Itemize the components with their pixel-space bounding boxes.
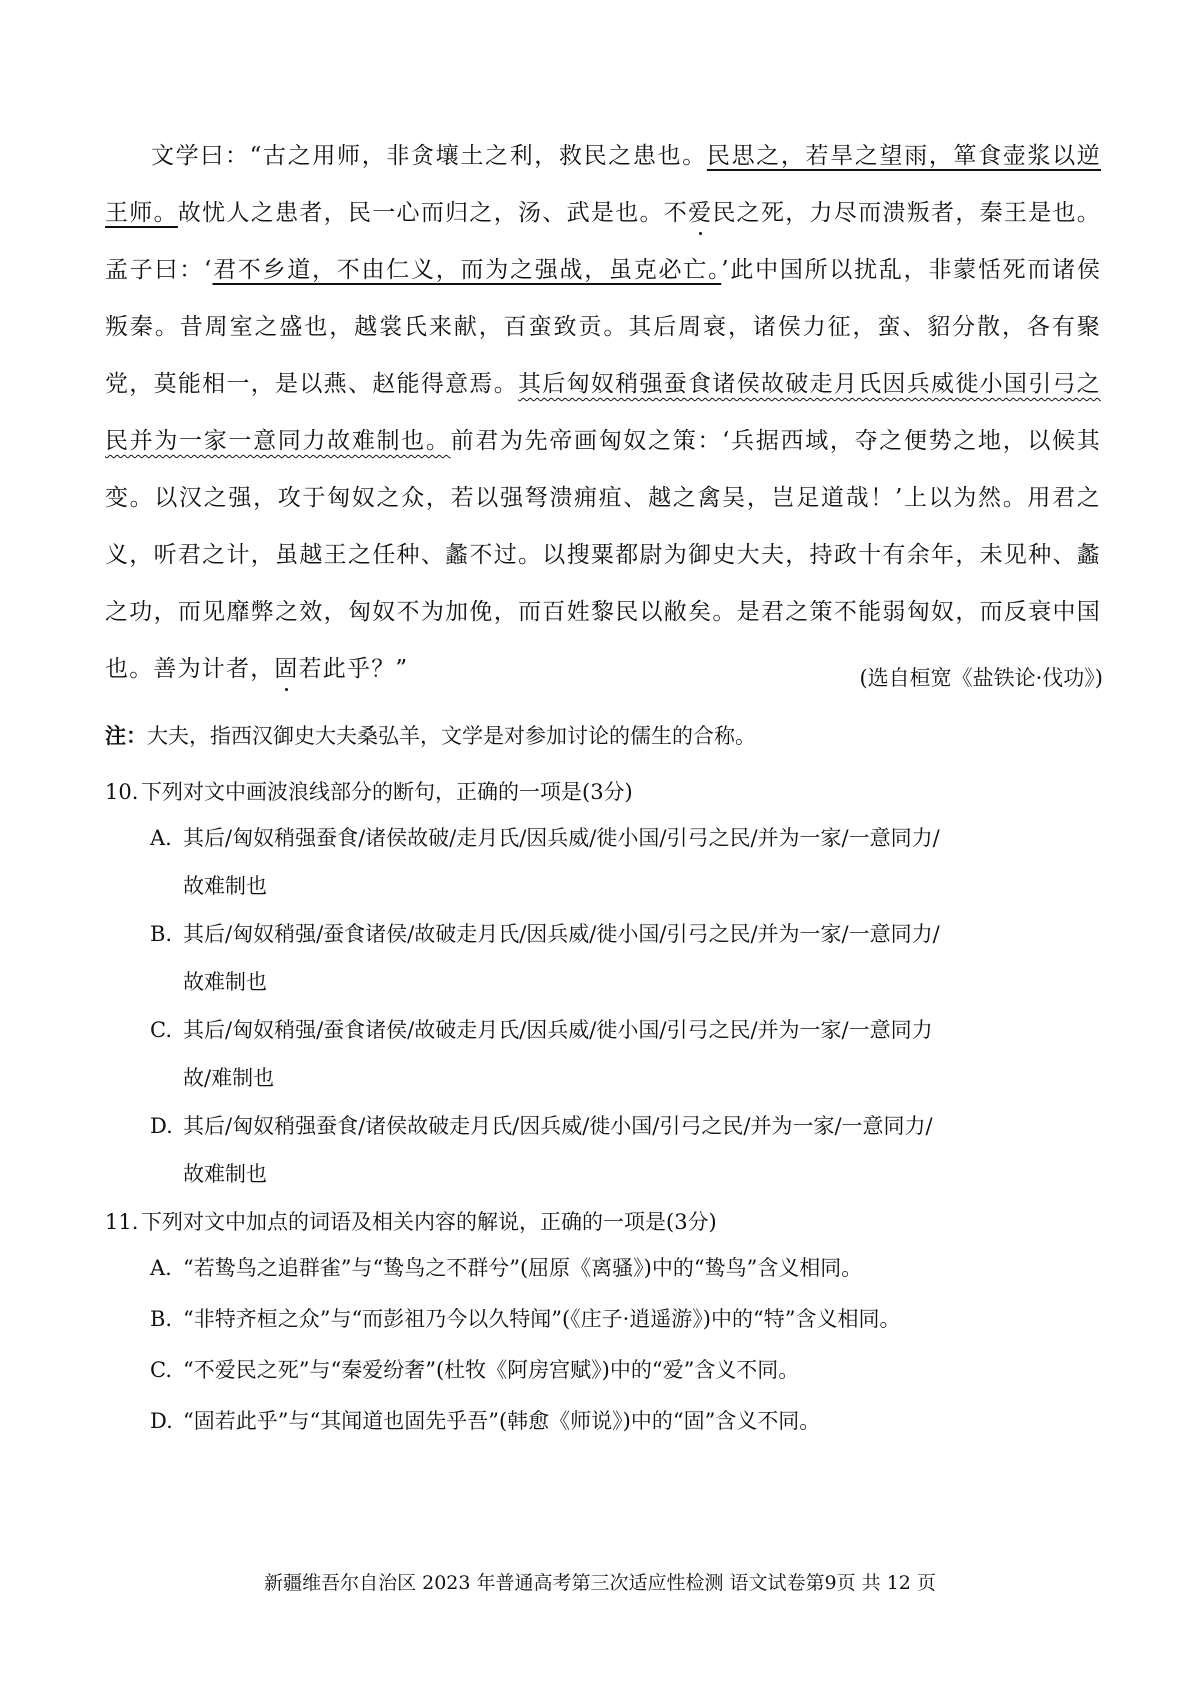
note-text: 大夫，指西汉御史大夫桑弘羊，文学是对参加讨论的儒生的合称。	[147, 724, 756, 748]
page-footer: 新疆维吾尔自治区 2023 年普通高考第三次适应性检测 语文试卷第9页 共 12 页	[264, 1572, 936, 1594]
passage-text: 文学曰：“古之用师，非贪壤土之利，救民之患也。	[151, 143, 707, 169]
passage-text: 前君为先帝画匈奴之策：‘兵据西域，夺之便势之地，以候其变。以汉之强，攻于匈奴之众，若以强弩溃痈疽、越之禽吴，岂足道哉！’上以为然。用君之义，听君之计，虽越王之任种、蠡不过。以搜粟都尉为御史大夫，持政十有余年，未见种、蠡之功，而见靡弊之效，匈奴不为加俛，而百姓黎民以敝矣。是君之策不能弱匈奴，而反衰中国也。善为计者，	[105, 428, 1101, 682]
option-text: 其后/匈奴稍强蚕食/诸侯故破走月氏/因兵威/徙小国/引弓之民/并为一家/一意同力/	[183, 1114, 933, 1138]
option-text-continued: 故/难制也	[183, 1066, 275, 1090]
passage-text: 若此乎？”	[298, 656, 409, 682]
underlined-sentence-2: 君不乡道，不由仁义，而为之强战，虽克必亡。	[212, 257, 722, 283]
option-letter: A.	[150, 1256, 172, 1280]
option-letter: B.	[150, 922, 173, 946]
passage-text: 民之死，力尽而溃叛者，秦王是也。孟子曰：‘	[105, 200, 1101, 283]
question-11-option-c[interactable]	[150, 1346, 1110, 1394]
option-text-continued: 故难制也	[183, 1162, 267, 1186]
underlined-sentence-1: 民思之，若旱之望雨，箪食壶浆以逆王师。	[105, 143, 1102, 226]
classical-passage	[105, 128, 1101, 698]
option-text: 其后/匈奴稍强/蚕食诸侯/故破走月氏/因兵威/徙小国/引弓之民/并为一家/一意同力	[183, 1018, 933, 1042]
passage-source: (选自桓宽《盐铁论·伐功》)	[859, 666, 1103, 690]
question-10-option-a[interactable]	[150, 814, 1110, 910]
note-label: 注：	[105, 724, 147, 748]
question-11-stem	[105, 1206, 717, 1236]
option-letter: A.	[150, 826, 172, 850]
option-text: “非特齐桓之众”与“而彭祖乃今以久特闻”(《庄子·逍遥游》)中的“特”含义相同。	[183, 1307, 901, 1331]
question-11-option-b[interactable]	[150, 1295, 1110, 1343]
option-text-continued: 故难制也	[183, 874, 267, 898]
question-10-option-c[interactable]	[150, 1006, 1110, 1102]
question-10-option-b[interactable]	[150, 910, 1110, 1006]
option-text: 其后/匈奴稍强/蚕食诸侯/故破走月氏/因兵威/徙小国/引弓之民/并为一家/一意同力/	[183, 922, 940, 946]
option-text-continued: 故难制也	[183, 970, 267, 994]
question-10-stem	[105, 776, 633, 806]
question-11-option-a[interactable]	[150, 1244, 1110, 1292]
option-text: “若鸷鸟之追群雀”与“鸷鸟之不群兮”(屈原《离骚》)中的“鸷鸟”含义相同。	[183, 1256, 863, 1280]
annotation-note	[105, 720, 1105, 750]
option-text: “固若此乎”与“其闻道也固先乎吾”(韩愈《师说》)中的“固”含义不同。	[183, 1409, 821, 1433]
option-letter: D.	[150, 1114, 173, 1138]
passage-paragraph	[105, 128, 1101, 698]
question-10-option-d[interactable]	[150, 1102, 1110, 1198]
question-text: 下列对文中加点的词语及相关内容的解说，正确的一项是(3分)	[141, 1210, 717, 1234]
option-letter: B.	[150, 1307, 173, 1331]
passage-text: ’此中国所以扰乱，非蒙恬死而诸侯叛秦。昔周室之盛也，越裳氏来献，百蛮致贡。其后周衰，诸侯力征，蛮、貂分散，各有聚党，莫能相一，是以燕、赵能得意焉。	[105, 257, 1102, 397]
option-text: “不爱民之死”与“秦爱纷奢”(杜牧《阿房宫赋》)中的“爱”含义不同。	[183, 1358, 800, 1382]
option-letter: C.	[150, 1018, 172, 1042]
option-letter: C.	[150, 1358, 172, 1382]
passage-text: 故忧人之患者，民一心而归之，汤、武是也。不	[177, 200, 689, 226]
question-number: 10.	[105, 780, 139, 804]
question-text: 下列对文中画波浪线部分的断句，正确的一项是(3分)	[141, 780, 633, 804]
dotted-char-ai: 爱	[688, 200, 713, 226]
wavy-underlined-sentence: 其后匈奴稍强蚕食诸侯故破走月氏因兵威徙小国引弓之民并为一家一意同力故难制也。	[105, 371, 1101, 454]
option-text: 其后/匈奴稍强蚕食/诸侯故破/走月氏/因兵威/徙小国/引弓之民/并为一家/一意同力/	[183, 826, 940, 850]
question-11-option-d[interactable]	[150, 1397, 1110, 1445]
question-number: 11.	[105, 1210, 139, 1234]
option-letter: D.	[150, 1409, 173, 1433]
dotted-char-gu: 固	[274, 656, 299, 682]
